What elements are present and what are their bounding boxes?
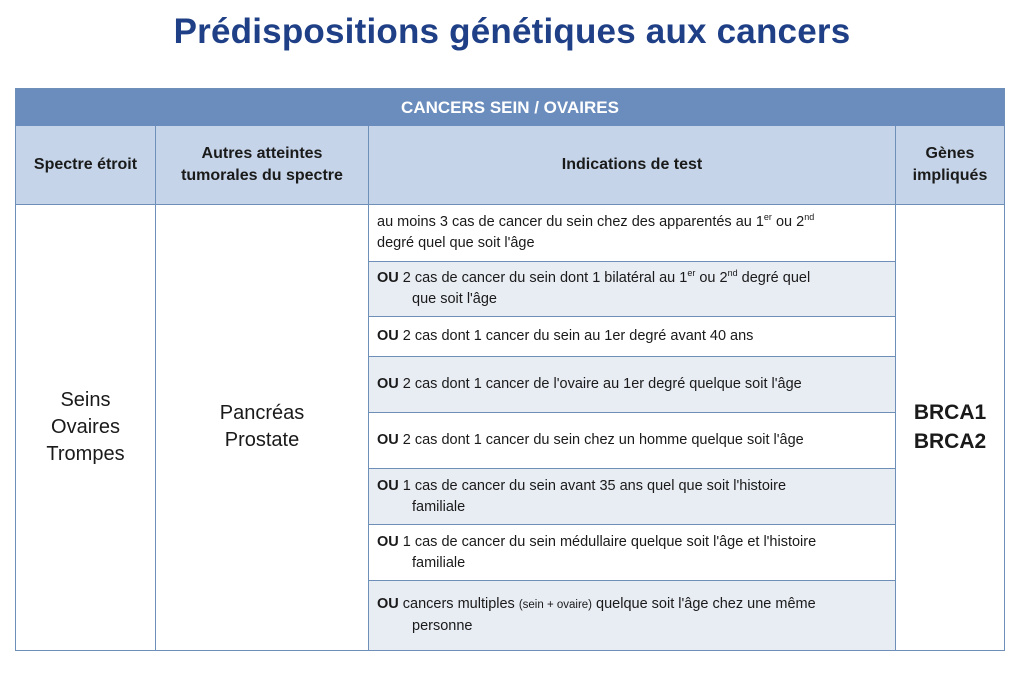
- table-band-title: CANCERS SEIN / OVAIRES: [16, 89, 1004, 126]
- indication-line: que soit l'âge: [412, 291, 497, 307]
- gene-item: BRCA1: [913, 401, 987, 424]
- indication-line: degré quel que soit l'âge: [377, 235, 535, 251]
- header-genes-line2: impliqués: [912, 167, 988, 184]
- header-spectre-label: Spectre étroit: [33, 156, 138, 173]
- header-genes: [896, 126, 1004, 204]
- indication-row: OU 2 cas dont 1 cancer du sein au 1er degré avant 40 ans: [369, 316, 895, 356]
- indication-row: OU 2 cas dont 1 cancer de l'ovaire au 1er degré quelque soit l'âge: [369, 356, 895, 412]
- indication-row: [369, 468, 895, 524]
- indication-row: [369, 580, 895, 650]
- indication-line: familiale: [412, 554, 466, 571]
- indication-row: OU 2 cas dont 1 cancer du sein chez un homme quelque soit l'âge: [369, 412, 895, 468]
- header-autres-line2: tumorales du spectre: [181, 167, 343, 184]
- indication-line: OU 2 cas de cancer du sein dont 1 bilatéral au 1er ou 2nd degré quel: [377, 268, 811, 286]
- header-genes-line1: Gènes: [925, 145, 975, 162]
- spectre-item: Ovaires: [51, 415, 120, 438]
- indication-row: [369, 205, 895, 261]
- spectre-item: Seins: [60, 388, 111, 411]
- indication-row: [369, 261, 895, 316]
- indication-line: familiale: [412, 498, 466, 515]
- spectre-item: Trompes: [46, 442, 125, 465]
- header-autres-line1: Autres atteintes: [201, 145, 323, 162]
- gene-item: BRCA2: [913, 430, 987, 453]
- header-spectre: [16, 126, 155, 204]
- indication-line: OU 1 cas de cancer du sein médullaire quelque soit l'âge et l'histoire: [377, 533, 817, 550]
- indication-line: OU cancers multiples (sein + ovaire) quelque soit l'âge chez une même: [377, 596, 816, 612]
- header-indications: [369, 126, 895, 204]
- autres-cell: [156, 204, 368, 650]
- page-title: Prédispositions génétiques aux cancers: [173, 12, 851, 51]
- indication-line: personne: [412, 618, 473, 634]
- indication-line: OU 1 cas de cancer du sein avant 35 ans quel que soit l'histoire: [377, 477, 787, 494]
- autres-item: Prostate: [224, 429, 300, 451]
- indication-line: au moins 3 cas de cancer du sein chez des apparentés au 1er ou 2nd: [377, 212, 815, 230]
- spectre-cell: [16, 204, 155, 650]
- autres-item: Pancréas: [219, 402, 305, 424]
- cancer-table: [15, 88, 1005, 651]
- header-indications-label: Indications de test: [561, 156, 703, 173]
- indication-row: [369, 524, 895, 580]
- header-autres: [156, 126, 368, 204]
- genes-cell: [896, 204, 1004, 650]
